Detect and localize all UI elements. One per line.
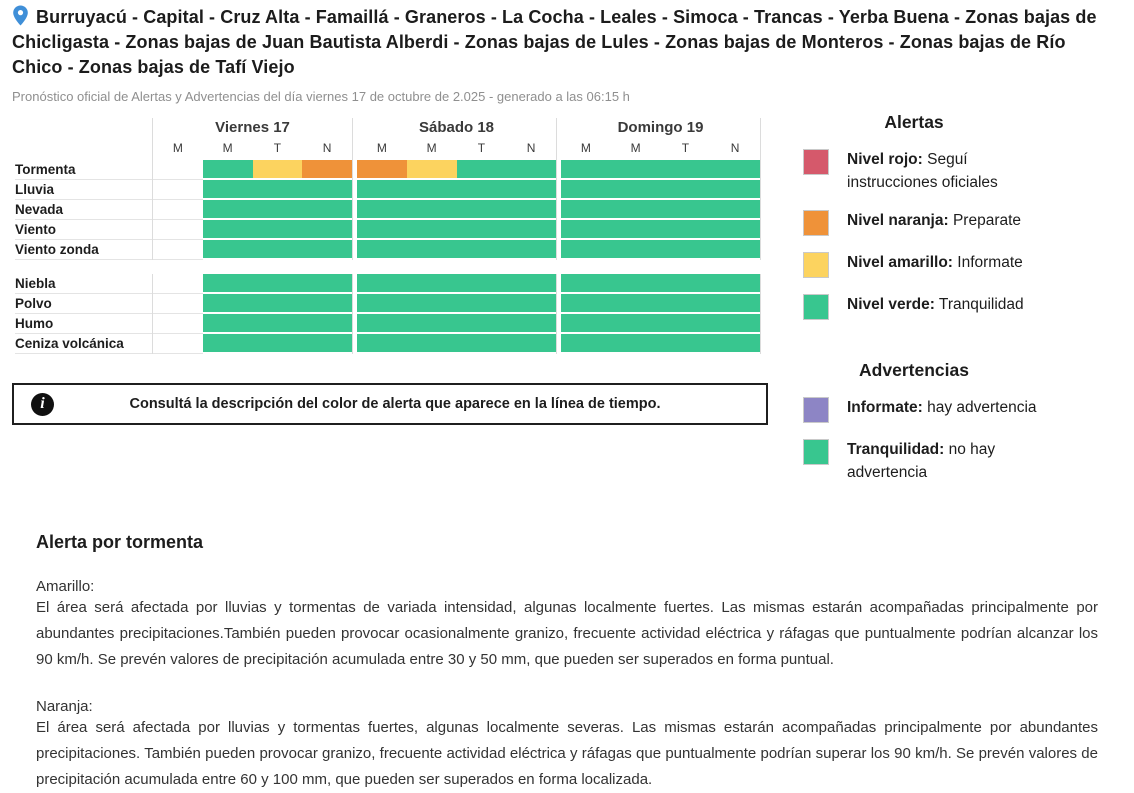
timeline-day-cells — [357, 220, 557, 240]
timeline-cell[interactable] — [611, 294, 661, 312]
timeline-cell[interactable] — [710, 200, 760, 218]
timeline-cell[interactable] — [506, 274, 556, 292]
timeline-cell[interactable] — [253, 274, 303, 292]
period-label: M — [172, 141, 183, 155]
timeline-cell[interactable] — [302, 314, 352, 332]
timeline-cell[interactable] — [407, 240, 457, 258]
timeline-cell[interactable] — [253, 200, 303, 218]
timeline-row-label: Lluvia — [0, 180, 153, 200]
day-label: Viernes 17 — [215, 119, 290, 136]
period-label: M — [426, 141, 437, 155]
timeline-cell[interactable] — [153, 294, 203, 314]
details-heading: Alerta por tormenta — [36, 532, 204, 552]
timeline-cell[interactable] — [661, 220, 711, 238]
timeline-day-cells — [153, 314, 353, 334]
info-icon: i — [31, 393, 54, 416]
timeline-cell[interactable] — [153, 160, 203, 180]
timeline-cell[interactable] — [357, 200, 407, 218]
legend-term: Nivel rojo: — [847, 151, 923, 168]
timeline-cell[interactable] — [506, 200, 556, 218]
timeline-cell[interactable] — [457, 220, 507, 238]
timeline-cell[interactable] — [153, 220, 203, 240]
timeline-cell[interactable] — [661, 240, 711, 258]
timeline-cell[interactable] — [302, 274, 352, 292]
timeline-cell[interactable] — [611, 160, 661, 178]
timeline-day-cells — [153, 274, 353, 294]
timeline-cell[interactable] — [253, 220, 303, 238]
timeline-row-label: Niebla — [0, 274, 153, 294]
timeline-day-cells — [357, 240, 557, 260]
period-label: N — [526, 141, 536, 155]
timeline-cell[interactable] — [611, 314, 661, 332]
period-label: M — [630, 141, 641, 155]
timeline-cell[interactable] — [561, 294, 611, 312]
period-label: M — [376, 141, 387, 155]
day-label: Domingo 19 — [617, 119, 704, 136]
timeline-row — [0, 240, 775, 260]
page-title — [12, 5, 1120, 80]
timeline-cell[interactable] — [506, 220, 556, 238]
period-label: T — [681, 141, 690, 155]
timeline-cell[interactable] — [302, 294, 352, 312]
timeline-cell[interactable] — [710, 334, 760, 352]
timeline-day-cells — [357, 314, 557, 334]
timeline-cell[interactable] — [357, 240, 407, 258]
timeline-cell[interactable] — [611, 274, 661, 292]
legend-heading-advertencias: Advertencias — [859, 360, 969, 380]
timeline-cell[interactable] — [407, 200, 457, 218]
timeline-row-label: Nevada — [0, 200, 153, 220]
timeline-corner — [0, 118, 153, 160]
timeline-cell[interactable] — [203, 160, 253, 178]
timeline-cell[interactable] — [203, 220, 253, 238]
timeline-row-label: Polvo — [0, 294, 153, 314]
timeline-cell[interactable] — [407, 160, 457, 178]
alert-details — [36, 532, 1098, 793]
timeline-day-cells — [561, 200, 761, 220]
timeline-cell[interactable] — [506, 160, 556, 178]
timeline-cell[interactable] — [253, 294, 303, 312]
location-pin-icon — [12, 5, 29, 26]
legend-item-verde — [798, 293, 1098, 320]
timeline-day-cells — [153, 294, 353, 314]
period-label: N — [322, 141, 332, 155]
timeline-cell[interactable] — [710, 180, 760, 198]
timeline-row — [0, 334, 775, 354]
timeline-cell[interactable] — [153, 240, 203, 260]
timeline-cell[interactable] — [203, 314, 253, 332]
timeline-day-cells — [561, 294, 761, 314]
timeline-group-advertencias — [0, 274, 775, 354]
timeline-day-cells — [357, 180, 557, 200]
timeline-cell[interactable] — [407, 220, 457, 238]
timeline-cell[interactable] — [457, 314, 507, 332]
timeline-cell[interactable] — [203, 274, 253, 292]
day-label: Sábado 18 — [418, 119, 495, 136]
timeline-day-cells — [561, 220, 761, 240]
timeline-day-cells — [561, 314, 761, 334]
timeline-cell[interactable] — [506, 314, 556, 332]
legend-item-tranquilidad — [798, 438, 1098, 484]
timeline-cell[interactable] — [253, 314, 303, 332]
timeline-cell[interactable] — [710, 314, 760, 332]
timeline-cell[interactable] — [561, 220, 611, 238]
timeline-cell[interactable] — [203, 200, 253, 218]
legend-desc: Tranquilidad — [938, 296, 1024, 313]
timeline-cell[interactable] — [407, 294, 457, 312]
timeline-day-cells — [153, 240, 353, 260]
timeline-cell[interactable] — [302, 240, 352, 258]
timeline-day-column — [561, 118, 761, 160]
timeline-day-column — [153, 118, 353, 160]
legend-term: Tranquilidad: — [847, 441, 945, 458]
timeline-cell[interactable] — [357, 274, 407, 292]
timeline-day-cells — [561, 160, 761, 180]
legend-item-naranja — [798, 209, 1098, 236]
legend-term: Nivel amarillo: — [847, 254, 953, 271]
timeline-cell[interactable] — [661, 294, 711, 312]
timeline-cell[interactable] — [457, 180, 507, 198]
timeline-cell[interactable] — [457, 160, 507, 178]
timeline-cell[interactable] — [611, 334, 661, 352]
timeline-cell[interactable] — [302, 180, 352, 198]
timeline-cell[interactable] — [457, 274, 507, 292]
legend-desc: Preparate — [952, 212, 1022, 229]
timeline-cell[interactable] — [561, 240, 611, 258]
timeline-row — [0, 274, 775, 294]
legend-heading-alertas: Alertas — [884, 112, 944, 132]
timeline-day-cells — [153, 200, 353, 220]
timeline-body — [0, 160, 775, 354]
timeline-day-cells — [153, 160, 353, 180]
timeline-row-label: Ceniza volcánica — [0, 334, 153, 354]
forecast-subtitle: Pronóstico oficial de Alertas y Advertencias del día viernes 17 de octubre de 2.025 - generado a las 06:15 h — [12, 89, 630, 104]
timeline-day-cells — [357, 274, 557, 294]
period-label: M — [222, 141, 233, 155]
timeline-cell[interactable] — [153, 274, 203, 294]
violet-swatch — [803, 397, 829, 423]
timeline-cell[interactable] — [611, 180, 661, 198]
timeline-cell[interactable] — [561, 180, 611, 198]
timeline-cell[interactable] — [457, 200, 507, 218]
legend-item-informate — [798, 396, 1098, 423]
legend-item-rojo — [798, 148, 1098, 194]
yellow-swatch — [803, 252, 829, 278]
timeline-cell[interactable] — [203, 334, 253, 352]
timeline-cell[interactable] — [661, 314, 711, 332]
alert-timeline — [0, 118, 775, 354]
timeline-cell[interactable] — [561, 314, 611, 332]
legend-term: Informate: — [847, 399, 923, 416]
timeline-cell[interactable] — [302, 334, 352, 352]
timeline-cell[interactable] — [506, 334, 556, 352]
detail-text-amarillo: El área será afectada por lluvias y tormentas de variada intensidad, algunas localmente fuertes. Las mismas estarán acompañadas principalmente por abundantes precipitaciones.También pueden provocar ocasionalmente granizo, frecuente actividad eléctrica y ráfagas que puntualmente podrían alcanzar los 90 km/h. Se prevén valores de precipitación acumulada entre 30 y 50 mm, que pueden ser superados en forma puntual. — [36, 599, 1098, 668]
timeline-row-label: Tormenta — [0, 160, 153, 180]
zone-list: Burruyacú - Capital - Cruz Alta - Famaillá - Graneros - La Cocha - Leales - Simoca - Trancas - Yerba Buena - Zonas bajas de Chicligasta - Zonas bajas de Juan Bautista Alberdi - Zonas bajas de Lules - Zonas bajas de Monteros - Zonas bajas de Río Chico - Zonas bajas de Tafí Viejo — [12, 7, 1097, 77]
header — [0, 0, 1134, 104]
timeline-cell[interactable] — [506, 240, 556, 258]
timeline-day-cells — [561, 180, 761, 200]
timeline-cell[interactable] — [253, 160, 303, 178]
timeline-cell[interactable] — [661, 334, 711, 352]
timeline-cell[interactable] — [457, 334, 507, 352]
period-label: M — [580, 141, 591, 155]
legend — [798, 112, 1098, 499]
timeline-cell[interactable] — [153, 334, 203, 354]
timeline-day-cells — [357, 334, 557, 354]
timeline-row — [0, 200, 775, 220]
timeline-cell[interactable] — [561, 334, 611, 352]
legend-desc: no hay advertencia — [847, 441, 996, 481]
timeline-day-cells — [561, 240, 761, 260]
timeline-row — [0, 220, 775, 240]
timeline-group-alertas — [0, 160, 775, 260]
timeline-cell[interactable] — [710, 220, 760, 238]
detail-label-naranja: Naranja: — [36, 698, 93, 715]
timeline-row — [0, 160, 775, 180]
timeline-cell[interactable] — [302, 160, 352, 178]
timeline-cell[interactable] — [302, 220, 352, 238]
timeline-cell[interactable] — [153, 180, 203, 200]
timeline-cell[interactable] — [407, 180, 457, 198]
timeline-cell[interactable] — [407, 314, 457, 332]
info-banner-text: Consultá la descripción del color de alerta que aparece en la línea de tiempo. — [129, 396, 661, 412]
timeline-day-cells — [357, 200, 557, 220]
timeline-cell[interactable] — [506, 294, 556, 312]
legend-desc: Seguí instrucciones oficiales — [847, 151, 998, 191]
timeline-day-cells — [357, 160, 557, 180]
timeline-cell[interactable] — [561, 274, 611, 292]
timeline-cell[interactable] — [357, 220, 407, 238]
timeline-row — [0, 314, 775, 334]
timeline-cell[interactable] — [253, 180, 303, 198]
timeline-cell[interactable] — [407, 274, 457, 292]
timeline-day-cells — [153, 220, 353, 240]
period-labels — [153, 140, 352, 160]
period-label: N — [730, 141, 740, 155]
timeline-cell[interactable] — [357, 294, 407, 312]
green-swatch — [803, 294, 829, 320]
red-swatch — [803, 149, 829, 175]
timeline-header — [0, 118, 775, 160]
detail-label-amarillo: Amarillo: — [36, 578, 95, 595]
timeline-day-cells — [561, 274, 761, 294]
timeline-cell[interactable] — [611, 220, 661, 238]
timeline-cell[interactable] — [611, 240, 661, 258]
period-label: T — [273, 141, 282, 155]
timeline-cell[interactable] — [357, 334, 407, 352]
timeline-cell[interactable] — [661, 200, 711, 218]
legend-desc: Informate — [957, 254, 1023, 271]
timeline-day-cells — [153, 334, 353, 354]
timeline-row-label: Viento zonda — [0, 240, 153, 260]
timeline-cell[interactable] — [357, 180, 407, 198]
timeline-cell[interactable] — [253, 240, 303, 258]
period-labels — [357, 140, 556, 160]
legend-term: Nivel naranja: — [847, 212, 949, 229]
green-swatch — [803, 439, 829, 465]
timeline-cell[interactable] — [661, 274, 711, 292]
timeline-day-cells — [561, 334, 761, 354]
timeline-cell[interactable] — [203, 294, 253, 312]
timeline-day-cells — [153, 180, 353, 200]
timeline-day-column — [357, 118, 557, 160]
timeline-cell[interactable] — [561, 160, 611, 178]
timeline-cell[interactable] — [710, 294, 760, 312]
timeline-row-label: Viento — [0, 220, 153, 240]
timeline-cell[interactable] — [457, 294, 507, 312]
timeline-cell[interactable] — [302, 200, 352, 218]
timeline-cell[interactable] — [661, 180, 711, 198]
timeline-cell[interactable] — [153, 314, 203, 334]
timeline-cell[interactable] — [203, 180, 253, 198]
timeline-cell[interactable] — [253, 334, 303, 352]
timeline-cell[interactable] — [407, 334, 457, 352]
detail-text-naranja: El área será afectada por lluvias y tormentas fuertes, algunas localmente severas. Las mismas estarán acompañadas principalmente por abundantes precipitaciones. También pueden provocar granizo, frecuente actividad eléctrica y ráfagas que puntualmente podrían superar los 90 km/h. Se prevén valores de precipitación acumulada entre 60 y 100 mm, que pueden ser superados en forma localizada. — [36, 719, 1098, 788]
timeline-cell[interactable] — [153, 200, 203, 220]
info-banner — [12, 383, 768, 425]
timeline-cell[interactable] — [203, 240, 253, 258]
timeline-cell[interactable] — [710, 160, 760, 178]
timeline-cell[interactable] — [661, 160, 711, 178]
timeline-day-cells — [357, 294, 557, 314]
orange-swatch — [803, 210, 829, 236]
legend-item-amarillo — [798, 251, 1098, 278]
period-label: T — [477, 141, 486, 155]
legend-desc: hay advertencia — [927, 399, 1037, 416]
timeline-cell[interactable] — [611, 200, 661, 218]
timeline-cell[interactable] — [710, 240, 760, 258]
timeline-cell[interactable] — [357, 160, 407, 178]
timeline-cell[interactable] — [561, 200, 611, 218]
legend-term: Nivel verde: — [847, 296, 935, 313]
timeline-row — [0, 294, 775, 314]
timeline-cell[interactable] — [457, 240, 507, 258]
timeline-row-label: Humo — [0, 314, 153, 334]
timeline-row — [0, 180, 775, 200]
timeline-cell[interactable] — [357, 314, 407, 332]
timeline-cell[interactable] — [710, 274, 760, 292]
timeline-cell[interactable] — [506, 180, 556, 198]
period-labels — [561, 140, 760, 160]
